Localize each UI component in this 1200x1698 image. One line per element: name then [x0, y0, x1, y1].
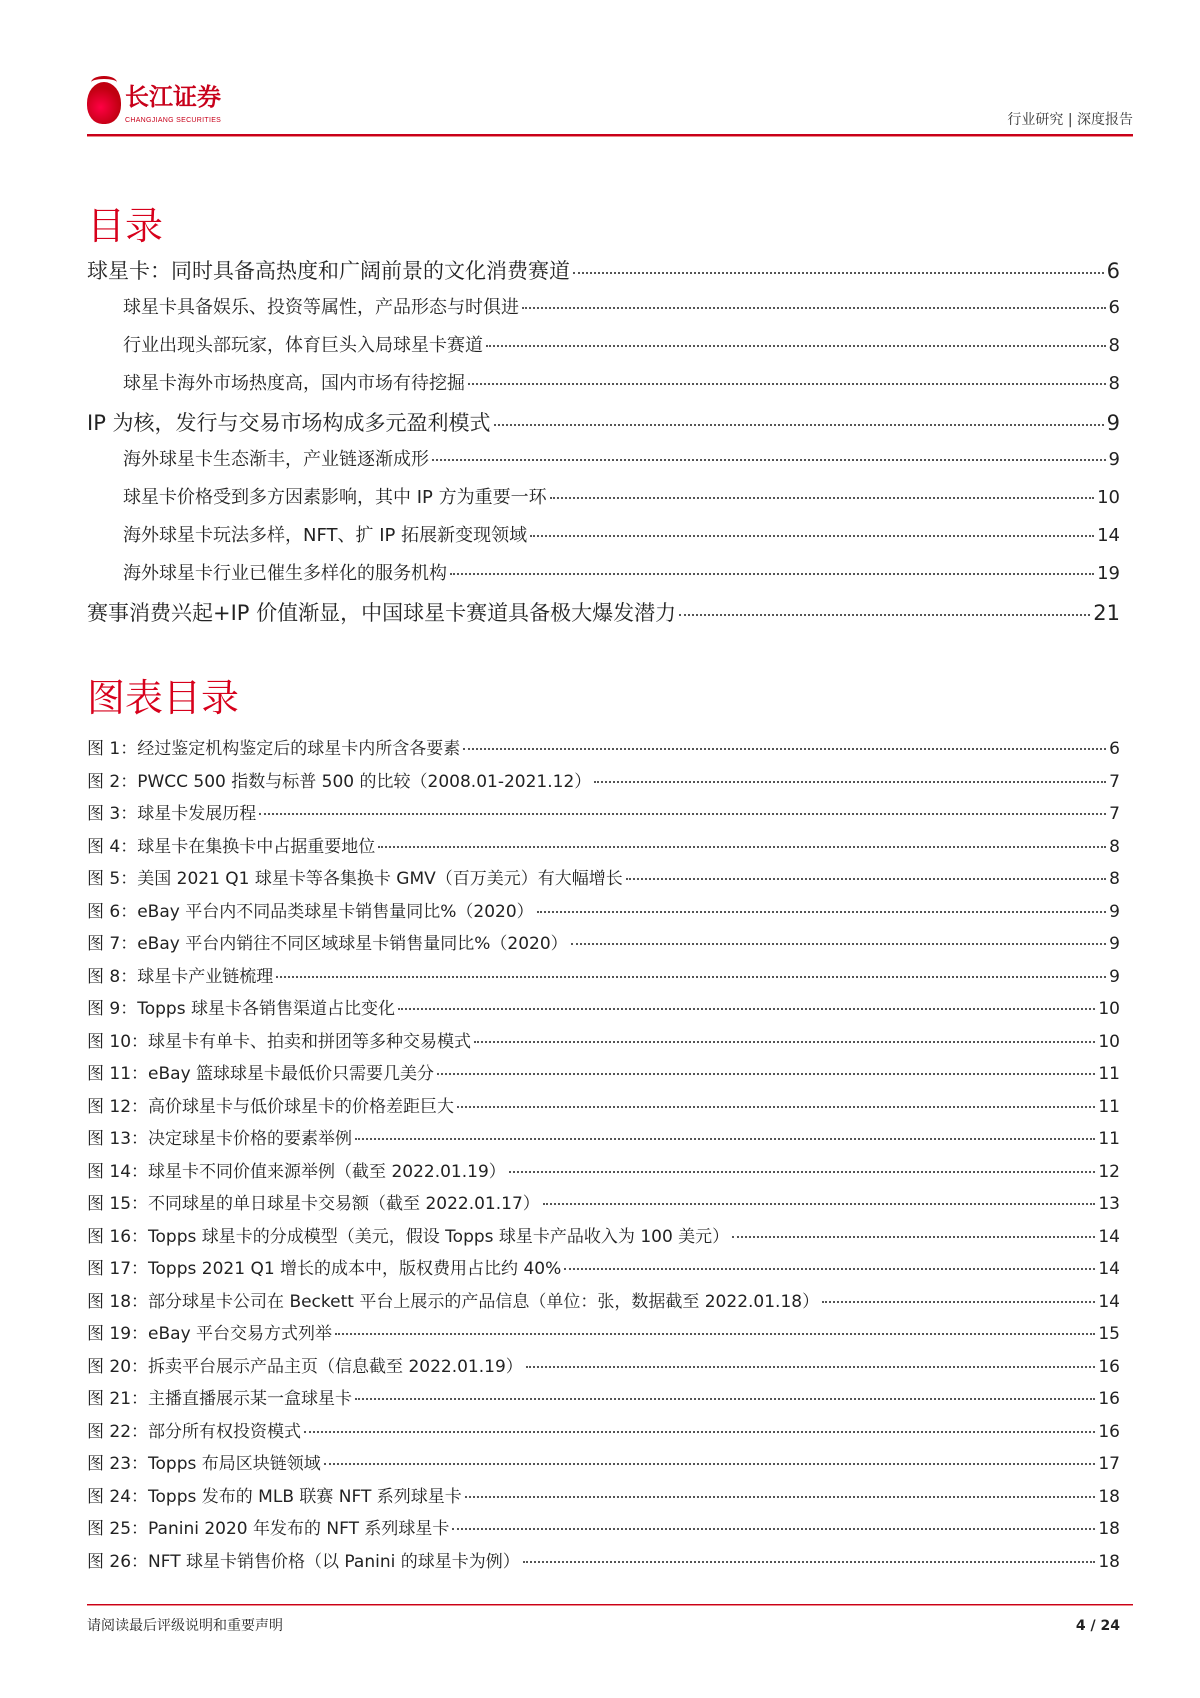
entry-title: 图 6：eBay 平台内不同品类球星卡销售量同比%（2020） — [87, 901, 534, 922]
entry-title: 图 13：决定球星卡价格的要素举例 — [87, 1129, 353, 1149]
page-header — [87, 80, 1133, 132]
toc-entry-sub[interactable] — [87, 446, 1120, 474]
entry-title: 海外球星卡玩法多样，NFT、扩 IP 拓展新变现领域 — [123, 525, 528, 546]
entry-page: 14 — [1098, 1226, 1120, 1247]
figure-entry[interactable] — [87, 1191, 1120, 1217]
dot-leader — [398, 1008, 1095, 1010]
toc-entry-sub[interactable] — [87, 522, 1120, 550]
entry-title: 海外球星卡生态渐丰，产业链逐渐成形 — [123, 449, 429, 470]
entry-title: 图 23：Topps 布局区块链领域 — [87, 1454, 321, 1474]
toc-entry-main[interactable] — [87, 256, 1120, 286]
entry-title: 图 15：不同球星的单日球星卡交易额（截至 2022.01.17） — [87, 1194, 540, 1214]
entry-title: 图 8：球星卡产业链梳理 — [87, 966, 274, 987]
entry-title: 图 12：高价球星卡与低价球星卡的价格差距巨大 — [87, 1096, 455, 1117]
dot-leader — [537, 911, 1107, 913]
entry-title: 图 25：Panini 2020 年发布的 NFT 系列球星卡 — [87, 1519, 450, 1539]
dot-leader — [355, 1398, 1095, 1400]
entry-title: 图 17：Topps 2021 Q1 增长的成本中，版权费用占比约 40% — [87, 1259, 562, 1279]
entry-page: 11 — [1098, 1064, 1120, 1084]
entry-page: 8 — [1109, 869, 1120, 889]
logo-cn: 长江证券 — [125, 82, 221, 111]
logo-en: CHANGJIANG SECURITIES — [125, 117, 222, 124]
dot-leader — [526, 1366, 1096, 1368]
entry-page: 10 — [1097, 487, 1120, 508]
page-footer — [87, 1616, 1120, 1636]
figure-entry[interactable] — [87, 1321, 1120, 1347]
dot-leader — [304, 1431, 1095, 1433]
entry-title: 图 22：部分所有权投资模式 — [87, 1421, 302, 1442]
entry-title: 图 14：球星卡不同价值来源举例（截至 2022.01.19） — [87, 1161, 506, 1182]
entry-page: 17 — [1098, 1454, 1120, 1474]
disclaimer-text: 请阅读最后评级说明和重要声明 — [87, 1618, 283, 1634]
entry-page: 8 — [1109, 836, 1120, 857]
entry-title: 图 18：部分球星卡公司在 Beckett 平台上展示的产品信息（单位：张，数据截至 2022.01.18） — [87, 1291, 820, 1312]
dot-leader — [486, 345, 1106, 347]
entry-page: 18 — [1098, 1551, 1120, 1572]
entry-page: 21 — [1093, 601, 1120, 625]
entry-page: 9 — [1109, 966, 1120, 987]
dot-leader — [474, 1041, 1095, 1043]
dot-leader — [550, 497, 1094, 499]
entry-title: 图 7：eBay 平台内销往不同区域球星卡销售量同比%（2020） — [87, 934, 568, 954]
entry-title: IP 为核，发行与交易市场构成多元盈利模式 — [87, 411, 491, 435]
header-divider — [87, 134, 1133, 137]
entry-title: 图 5：美国 2021 Q1 球星卡等各集换卡 GMV（百万美元）有大幅增长 — [87, 869, 623, 889]
toc-entry-sub[interactable] — [87, 332, 1120, 360]
dot-leader — [378, 846, 1106, 848]
entry-page: 14 — [1098, 1259, 1120, 1279]
figure-entry[interactable] — [87, 1419, 1120, 1445]
entry-title: 图 26：NFT 球星卡销售价格（以 Panini 的球星卡为例） — [87, 1551, 520, 1572]
dot-leader — [522, 307, 1106, 309]
entry-page: 19 — [1097, 563, 1120, 584]
figure-list-title: 图表目录 — [87, 676, 240, 720]
report-category: 行业研究 | 深度报告 — [1007, 112, 1133, 128]
entry-page: 8 — [1108, 373, 1120, 394]
dot-leader — [432, 459, 1106, 461]
entry-page: 14 — [1097, 525, 1120, 546]
entry-page: 6 — [1106, 259, 1120, 283]
figure-entry[interactable] — [87, 769, 1120, 795]
entry-title: 图 21：主播直播展示某一盒球星卡 — [87, 1389, 353, 1409]
entry-page: 9 — [1108, 449, 1120, 470]
dot-leader — [494, 424, 1104, 426]
figure-entry[interactable] — [87, 1094, 1120, 1120]
dot-leader — [465, 1496, 1096, 1498]
entry-page: 6 — [1108, 297, 1120, 318]
dot-leader — [564, 1268, 1095, 1270]
entry-title: 图 16：Topps 球星卡的分成模型（美元，假设 Topps 球星卡产品收入为 100 美元） — [87, 1226, 730, 1247]
entry-page: 8 — [1108, 335, 1120, 356]
figure-entry[interactable] — [87, 1029, 1120, 1055]
dot-leader — [324, 1463, 1096, 1465]
dot-leader — [530, 535, 1094, 537]
dot-leader — [523, 1561, 1096, 1563]
dot-leader — [452, 1528, 1095, 1530]
entry-page: 9 — [1109, 901, 1120, 922]
figure-list — [87, 736, 1120, 1586]
figure-entry[interactable] — [87, 964, 1120, 990]
entry-page: 9 — [1106, 411, 1120, 435]
figure-entry[interactable] — [87, 1224, 1120, 1250]
figure-entry[interactable] — [87, 931, 1120, 957]
figure-entry[interactable] — [87, 866, 1120, 892]
entry-page: 16 — [1098, 1356, 1120, 1377]
logo-wordmark — [125, 80, 221, 126]
dot-leader — [732, 1236, 1095, 1238]
figure-entry[interactable] — [87, 1159, 1120, 1185]
dot-leader — [457, 1106, 1095, 1108]
toc-entry-sub[interactable] — [87, 560, 1120, 588]
entry-title: 图 20：拆卖平台展示产品主页（信息截至 2022.01.19） — [87, 1356, 523, 1377]
dot-leader — [626, 878, 1106, 880]
figure-entry[interactable] — [87, 834, 1120, 860]
entry-title: 球星卡具备娱乐、投资等属性，产品形态与时俱进 — [123, 297, 519, 318]
dot-leader — [543, 1203, 1096, 1205]
entry-page: 12 — [1098, 1161, 1120, 1182]
toc-entry-sub[interactable] — [87, 484, 1120, 512]
entry-page: 10 — [1098, 1031, 1120, 1052]
entry-page: 6 — [1109, 739, 1120, 759]
figure-entry[interactable] — [87, 1484, 1120, 1510]
entry-page: 18 — [1098, 1519, 1120, 1539]
toc-entry-sub[interactable] — [87, 294, 1120, 322]
entry-title: 行业出现头部玩家，体育巨头入局球星卡赛道 — [123, 335, 483, 356]
entry-title: 海外球星卡行业已催生多样化的服务机构 — [123, 563, 447, 584]
dot-leader — [437, 1073, 1095, 1075]
entry-title: 赛事消费兴起+IP 价值渐显，中国球星卡赛道具备极大爆发潜力 — [87, 601, 677, 625]
entry-title: 图 9：Topps 球星卡各销售渠道占比变化 — [87, 999, 395, 1019]
logo-emblem-icon — [87, 82, 121, 124]
figure-entry[interactable] — [87, 1549, 1120, 1575]
figure-entry[interactable] — [87, 1354, 1120, 1380]
entry-title: 图 1：经过鉴定机构鉴定后的球星卡内所含各要素 — [87, 739, 461, 759]
figure-entry[interactable] — [87, 736, 1120, 762]
entry-page: 10 — [1098, 999, 1120, 1019]
table-of-contents — [87, 256, 1120, 636]
footer-divider — [87, 1604, 1133, 1606]
figure-entry[interactable] — [87, 1126, 1120, 1152]
entry-page: 7 — [1109, 804, 1120, 824]
entry-title: 球星卡价格受到多方因素影响，其中 IP 方为重要一环 — [123, 487, 547, 508]
figure-entry[interactable] — [87, 1451, 1120, 1477]
dot-leader — [463, 748, 1106, 750]
entry-title: 球星卡海外市场热度高，国内市场有待挖掘 — [123, 373, 465, 394]
entry-title: 图 3：球星卡发展历程 — [87, 804, 257, 824]
entry-title: 图 10：球星卡有单卡、拍卖和拼团等多种交易模式 — [87, 1031, 472, 1052]
entry-title: 图 24：Topps 发布的 MLB 联赛 NFT 系列球星卡 — [87, 1486, 462, 1507]
entry-page: 14 — [1098, 1291, 1120, 1312]
figure-entry[interactable] — [87, 801, 1120, 827]
entry-page: 15 — [1098, 1324, 1120, 1344]
figure-entry[interactable] — [87, 899, 1120, 925]
entry-page: 11 — [1098, 1129, 1120, 1149]
dot-leader — [276, 976, 1106, 978]
entry-title: 球星卡：同时具备高热度和广阔前景的文化消费赛道 — [87, 259, 570, 283]
toc-title: 目录 — [87, 204, 164, 248]
entry-page: 11 — [1098, 1096, 1120, 1117]
entry-page: 9 — [1109, 934, 1120, 954]
entry-title: 图 19：eBay 平台交易方式列举 — [87, 1324, 333, 1344]
toc-entry-main[interactable] — [87, 408, 1120, 438]
company-logo — [87, 80, 221, 126]
figure-entry[interactable] — [87, 1061, 1120, 1087]
dot-leader — [450, 573, 1094, 575]
figure-entry[interactable] — [87, 1256, 1120, 1282]
entry-page: 16 — [1098, 1421, 1120, 1442]
dot-leader — [509, 1171, 1096, 1173]
dot-leader — [571, 943, 1107, 945]
entry-title: 图 4：球星卡在集换卡中占据重要地位 — [87, 836, 376, 857]
entry-page: 7 — [1109, 771, 1120, 792]
dot-leader — [822, 1301, 1095, 1303]
entry-page: 18 — [1098, 1486, 1120, 1507]
figure-entry[interactable] — [87, 1386, 1120, 1412]
dot-leader — [679, 614, 1090, 616]
figure-entry[interactable] — [87, 1289, 1120, 1315]
dot-leader — [259, 813, 1106, 815]
entry-title: 图 11：eBay 篮球球星卡最低价只需要几美分 — [87, 1064, 435, 1084]
toc-entry-main[interactable] — [87, 598, 1120, 628]
entry-title: 图 2：PWCC 500 指数与标普 500 的比较（2008.01-2021.12） — [87, 771, 592, 792]
dot-leader — [355, 1138, 1095, 1140]
entry-page: 16 — [1098, 1389, 1120, 1409]
entry-page: 13 — [1098, 1194, 1120, 1214]
dot-leader — [594, 781, 1106, 783]
figure-entry[interactable] — [87, 996, 1120, 1022]
dot-leader — [468, 383, 1106, 385]
page-number: 4 / 24 — [1075, 1618, 1120, 1634]
dot-leader — [573, 272, 1104, 274]
figure-entry[interactable] — [87, 1516, 1120, 1542]
toc-entry-sub[interactable] — [87, 370, 1120, 398]
dot-leader — [335, 1333, 1095, 1335]
